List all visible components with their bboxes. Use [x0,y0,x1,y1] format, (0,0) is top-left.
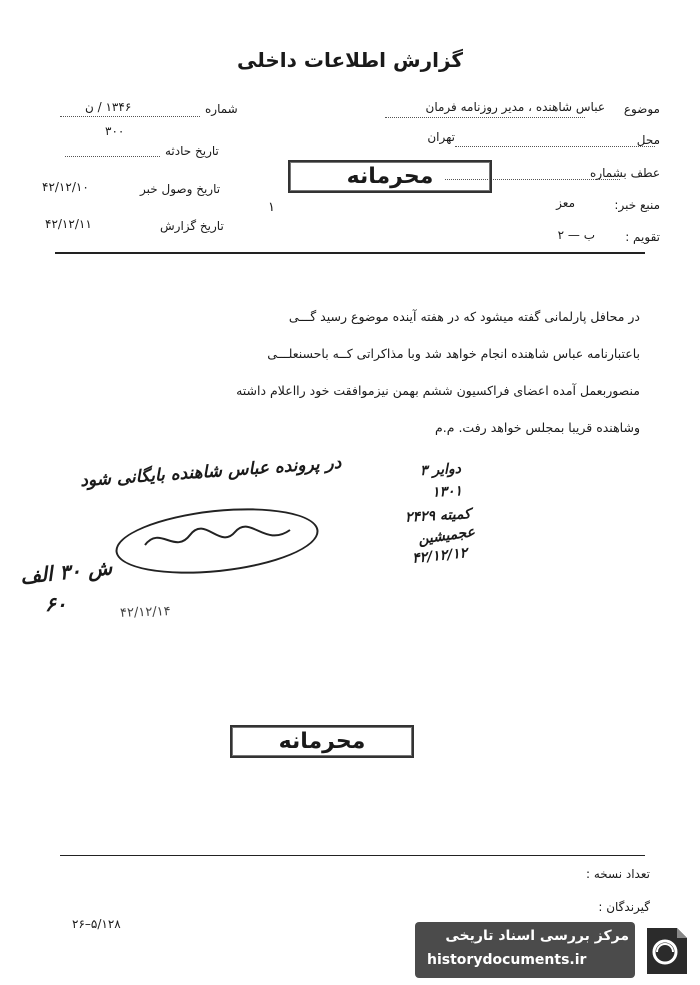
recipients-label: گیرندگان : [598,900,650,914]
report-date-label: تاریخ گزارش [160,219,224,233]
subject-dotted-line [385,117,585,118]
archive-logo-icon [641,922,693,978]
number-value: ۱۳۴۶ / ن [85,100,132,114]
watermark [415,922,693,978]
receipt-date-label: تاریخ وصول خبر [140,182,221,196]
assessment-label: تقویم : [625,230,660,244]
handwritten-note-2: ۱۳۰۱ [431,483,463,501]
footer-separator [60,855,645,856]
handwritten-note-4: عجمیشین [417,524,476,548]
body-line-2: باعتبارنامه عباس شاهنده انجام خواهد شد وبا مذاکراتی کــه باحسنعلـــی [267,346,640,361]
incident-date-label: تاریخ حادثه [165,144,219,158]
number-dotted-line [60,116,200,117]
watermark-name: مرکز بررسی اسناد تاریخی [445,928,629,944]
confidential-stamp-top: محرمانه [288,160,492,193]
document-title: گزارش اطلاعات داخلی [236,48,464,72]
copies-label: تعداد نسخه : [585,867,650,881]
place-dotted-line [455,146,655,147]
reference-label: عطف بشماره [590,166,660,180]
source-label: منبع خبر: [614,198,660,212]
handwritten-filing-note: در پرونده عباس شاهنده بایگانی شود [79,452,342,492]
subject-label: موضوع [623,102,660,116]
signature-scribble [140,520,300,560]
header-separator [55,252,645,254]
body-line-1: در محافل پارلمانی گفته میشود که در هفته آینده موضوع رسید گـــی [288,309,640,324]
stamp-digit: ۱ [268,200,275,215]
handwritten-note-5: ۴۲/۱۲/۱۲ [411,545,469,567]
subject-value: عباس شاهنده ، مدیر روزنامه فرمان [425,100,605,114]
date-stamp: ۴۲/۱۲/۱۴ [119,604,171,621]
receipt-date-value: ۴۲/۱۲/۱۰ [42,180,89,194]
handwritten-margin-code: ش ۳۰ الف [18,555,114,589]
assessment-value: ب — ۲ [557,228,595,242]
handwritten-margin-number: ۶۰ [45,592,67,616]
handwritten-note-1: دوایر ۳ [419,460,462,480]
handwritten-note-3: کمیته ۲۴۲۹ [404,506,472,526]
watermark-url: historydocuments.ir [427,952,587,968]
body-line-4: وشاهنده قریبا بمجلس خواهد رفت. م.م [435,420,640,435]
body-line-3: منصوربعمل آمده اعضای فراکسیون ششم بهمن نیزموافقت خود رااعلام داشته [236,383,640,398]
number-sub-value: ۳۰۰ [105,124,125,138]
confidential-stamp-bottom: محرمانه [230,725,414,758]
place-value: تهران [427,130,455,144]
report-date-value: ۴۲/۱۲/۱۱ [45,217,92,231]
place-label: محل [636,133,660,147]
source-value: معز [556,196,575,210]
number-label: شماره [205,102,238,116]
document-code: ۲۶–۵/۱۲۸ [72,917,121,931]
incident-date-dotted-line [65,156,160,157]
